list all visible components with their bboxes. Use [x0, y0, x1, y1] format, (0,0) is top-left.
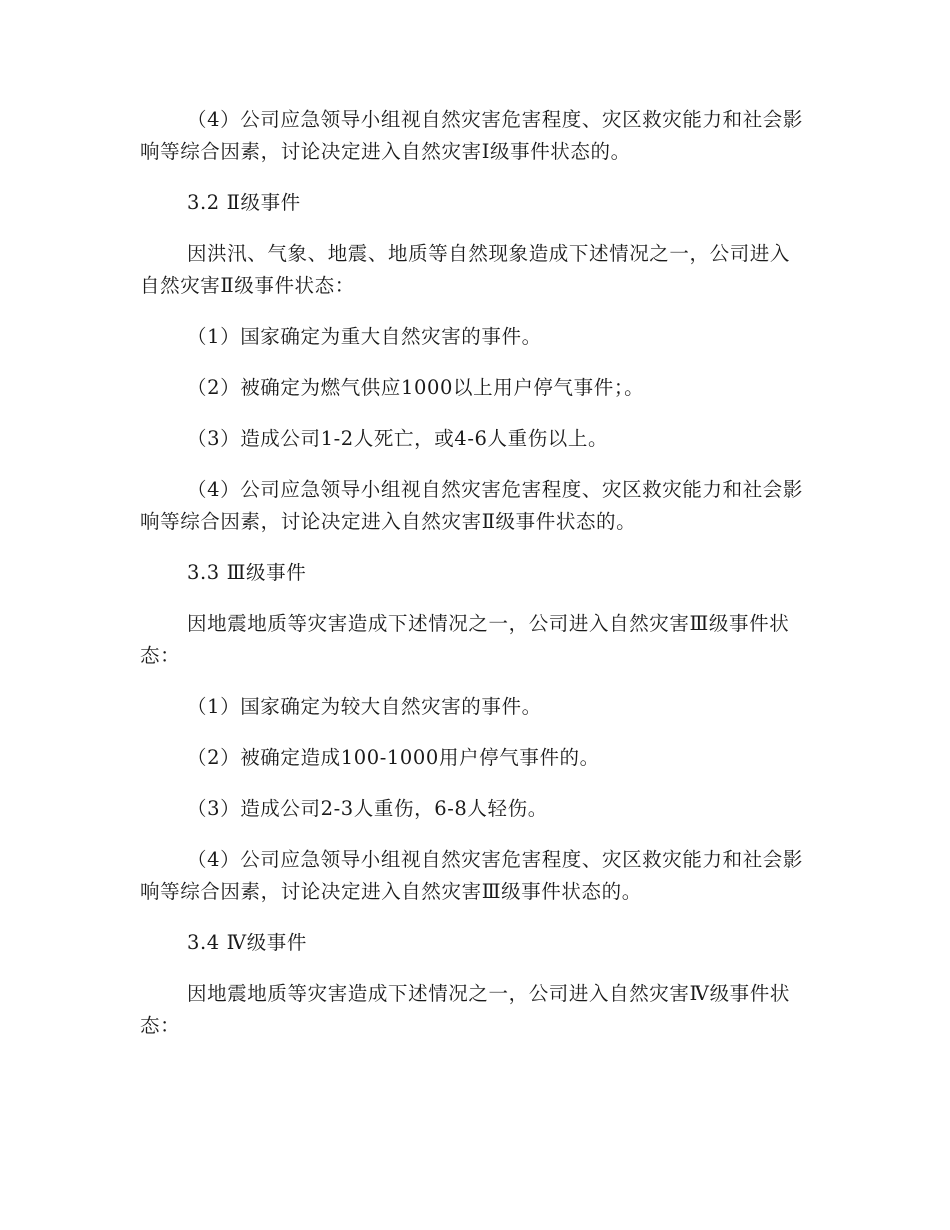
section-heading-3-3: 3.3 Ⅲ级事件 [187, 561, 307, 584]
paragraph-intro: 因地震地质等灾害造成下述情况之一，公司进入自然灾害Ⅳ级事件状态： [140, 982, 790, 1037]
paragraph-item-2: （2）被确定为燃气供应1000以上用户停气事件；。 [187, 376, 645, 399]
paragraph-intro: 因洪汛、气象、地震、地质等自然现象造成下述情况之一，公司进入自然灾害Ⅱ级事件状态： [140, 242, 791, 297]
paragraph-item-4: （4）公司应急领导小组视自然灾害危害程度、灾区救灾能力和社会影响等综合因素，讨论决定进入自然灾害Ⅲ级事件状态的。 [140, 848, 804, 903]
paragraph-item-1: （1）国家确定为重大自然灾害的事件。 [187, 325, 542, 348]
section-heading-3-4: 3.4 Ⅳ级事件 [187, 931, 307, 954]
section-heading-3-2: 3.2 Ⅱ级事件 [187, 191, 301, 214]
document-body [140, 104, 810, 1061]
paragraph-item-4: （4）公司应急领导小组视自然灾害危害程度、灾区救灾能力和社会影响等综合因素，讨论决定进入自然灾害Ⅱ级事件状态的。 [140, 478, 804, 533]
paragraph-intro: 因地震地质等灾害造成下述情况之一，公司进入自然灾害Ⅲ级事件状态： [140, 612, 790, 667]
paragraph-item-2: （2）被确定造成100-1000用户停气事件的。 [187, 746, 600, 769]
paragraph-item-3: （3）造成公司2-3人重伤，6-8人轻伤。 [187, 797, 548, 820]
paragraph-item-1: （1）国家确定为较大自然灾害的事件。 [187, 695, 542, 718]
paragraph-item-3: （3）造成公司1-2人死亡，或4-6人重伤以上。 [187, 427, 609, 450]
paragraph-item-4: （4）公司应急领导小组视自然灾害危害程度、灾区救灾能力和社会影响等综合因素，讨论决定进入自然灾害Ⅰ级事件状态的。 [140, 108, 804, 163]
